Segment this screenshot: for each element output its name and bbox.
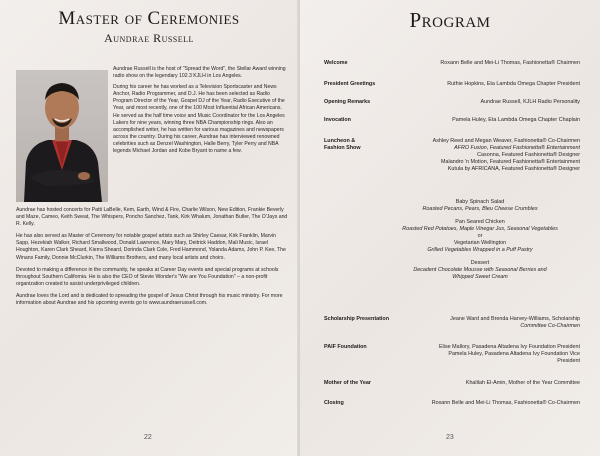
bio-paragraph: Devoted to making a difference in the community, he speaks at Career Day events and special programs at schools throughout Southern California. He is also the CEO of Stevie Wonder's "We are You Foundation" – a non-profit organization created to assist underprivileged children. (16, 266, 279, 287)
program-label: Fashion Show (324, 145, 361, 151)
bio-paragraph: Aundrae loves the Lord and is dedicated to spreading the gospel of Jesus Christ through his music ministry. For more information about Aundrae and his upcoming events go to www.aundraerussell.com. (16, 292, 283, 307)
luncheon-line: AFRO Fusion, Featured Fashionetta® Entertainment (454, 145, 580, 151)
menu-course: Pan Seared Chicken (455, 219, 505, 225)
bio-intro (113, 66, 289, 159)
program-value: President (557, 358, 580, 364)
bio-paragraph: Aundrae Russell is the host of "Spread the Word", the Stellar Award winning radio show on the legendary 102.3 KJLH in Los Angeles. (113, 66, 286, 80)
bio-paragraph: During his career he has worked as a Television Sportscaster and News Anchor, Radio Programmer, and D.J. He has been selected as Radio Program Director of the Year, Gospel DJ of the Year, Radio Executive of the Year, and most recently, one of the 100 Most Influential African Americans. He served as the half time voice and Music Coordinator for the Los Angeles Lakers for nine years, winning three NBA Championship rings. Also an accomplished writer, he has written for various magazines and newspapers across the country. During his career, Aundrae has interviewed renowned celebrities such as Denzel Washington, Halle Berry, Tyler Perry and NBA legends Michael Jordan and Kobe Bryant to name a few. (113, 84, 285, 155)
program-value: Jeane Ward and Brenda Harvey-Williams, Scholarship (450, 316, 580, 322)
program-value: Committee Co-Chairmen (520, 323, 580, 329)
program-label: Scholarship Presentation (324, 316, 390, 322)
program-label: Closing (324, 400, 344, 406)
menu-description: Grilled Vegetables Wrapped in a Puff Pastry (427, 247, 533, 253)
program-label: Opening Remarks (324, 99, 371, 105)
left-page (0, 0, 298, 456)
page-title: Master of Ceremonies (58, 8, 240, 29)
luncheon-line: Ashley Reed and Megan Weaver, Fashionetta® Co-Chairmen (432, 138, 580, 144)
luncheon-line: Casonna, Featured Fashionetta® Designer (477, 152, 580, 158)
program-label: PAIF Foundation (324, 344, 367, 350)
luncheon-line: Kutula by AFRICANA, Featured Fashionetta® Designer (447, 166, 580, 172)
program-value: Khalilah El-Amin, Mother of the Year Committee (465, 380, 580, 386)
menu-description: Decadent Chocolate Mousse with Seasonal Berries and (413, 267, 547, 273)
menu-course: Baby Spinach Salad (455, 199, 505, 205)
program-label: President Greetings (324, 81, 376, 87)
menu-description: Roasted Red Potatoes, Maple Vinegar Jus, Seasonal Vegetables (402, 226, 558, 232)
page-title: Program (409, 8, 491, 32)
page-number: 23 (446, 434, 454, 441)
program-value: Pamela Huley, Pasadena Altadena Ivy Foundation Vice (448, 351, 580, 357)
program-label: Luncheon & (324, 138, 356, 144)
program-value: Roxann Belle and Mei-Li Thomas, Fashionetta® Co-Chairmen (431, 400, 580, 406)
menu-course: Vegetarian Wellington (453, 240, 507, 246)
bio-paragraph: He has also served as Master of Ceremony for notable gospel artists such as Shirley Caesar, Kirk Franklin, Marvin Sapp, Hezekiah Walker, Richard Smallwood, Donald Lawrence, Mary Mary, Deitrick Haddon, Mali Music, Israel Houghton, Karen Clark Sheard, Kierra Sheard, Dorinda Clark Cole, Fred Hammond, Yolanda Adams, John P. Kee, The Winans Family, Donnie McClurkin, The Williams Brothers, and many local artists and choirs. (16, 233, 286, 261)
mc-name: Aundrae Russell (104, 31, 194, 45)
program-label: Invocation (324, 117, 351, 123)
right-page (300, 0, 600, 456)
program-value: Pamela Huley, Eta Lambda Omega Chapter Chaplain (452, 117, 580, 123)
program-value: Ruthie Hopkins, Eta Lambda Omega Chapter President (447, 81, 580, 87)
program-value: Aundrae Russell, KJLH Radio Personality (480, 99, 580, 105)
luncheon-section (324, 138, 580, 183)
bio-paragraph: Aundrae has hosted concerts for Patti LaBelle, Kem, Earth, Wind & Fire, Charlie Wilson, New Edition, Frankie Beverly and Maze, Cameo, Keith Sweat, The Whispers, Poncho Sanchez, Tank, Kirk Whalum, Jonathan Butler, The O'Jays and R. Kelly. (16, 207, 288, 228)
program-label: Mother of the Year (324, 380, 371, 386)
menu-course: Dessert (470, 260, 490, 266)
page-number: 22 (144, 434, 152, 441)
luncheon-line: Malandro 'n Motion, Featured Fashionetta® Entertainment (441, 159, 580, 165)
program-label: Welcome (324, 60, 348, 66)
program-value: Elise Mallory, Pasadena Altadena Ivy Foundation President (438, 344, 580, 350)
menu (380, 199, 580, 281)
program-value: Roxann Belle and Mei-Li Thomas, Fashionetta® Chairmen (440, 60, 580, 66)
menu-description: Roasted Pecans, Pears, Bleu Cheese Crumbles (422, 206, 538, 212)
mc-photo (16, 70, 108, 202)
menu-or: or (477, 233, 483, 239)
menu-description: Whipped Sweet Cream (452, 274, 508, 280)
bio-body (16, 207, 288, 312)
